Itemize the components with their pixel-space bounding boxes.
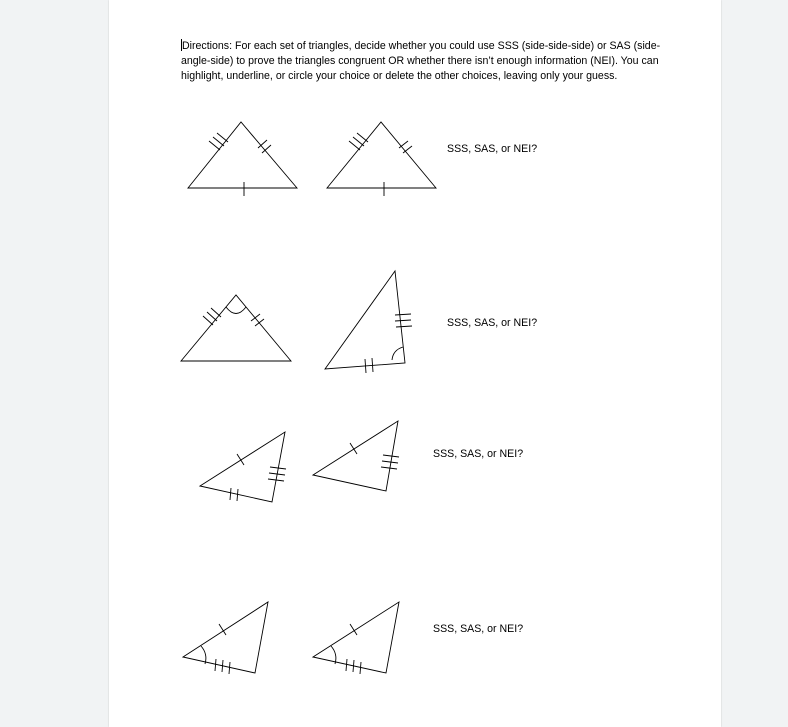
problem-1-prompt[interactable]: SSS, SAS, or NEI? — [447, 143, 538, 155]
problem-3-prompt[interactable]: SSS, SAS, or NEI? — [433, 448, 524, 460]
problem-4-prompt[interactable]: SSS, SAS, or NEI? — [433, 623, 524, 635]
problem-4-triangles — [109, 0, 721, 727]
problem-4-triangle-a — [183, 602, 268, 674]
directions-text: Directions: For each set of triangles, decide whether you could use SSS (side-side-side) or SAS (side-angle-side) to prove the triangles congruent OR whether there isn’t enough information (NEI). You can highlight, underline, or circle your choice or delete the other choices, leaving only your guess. — [181, 40, 661, 82]
document-page[interactable] — [109, 0, 721, 727]
problem-2-prompt[interactable]: SSS, SAS, or NEI? — [447, 317, 538, 329]
problem-4-triangle-b — [313, 602, 399, 674]
